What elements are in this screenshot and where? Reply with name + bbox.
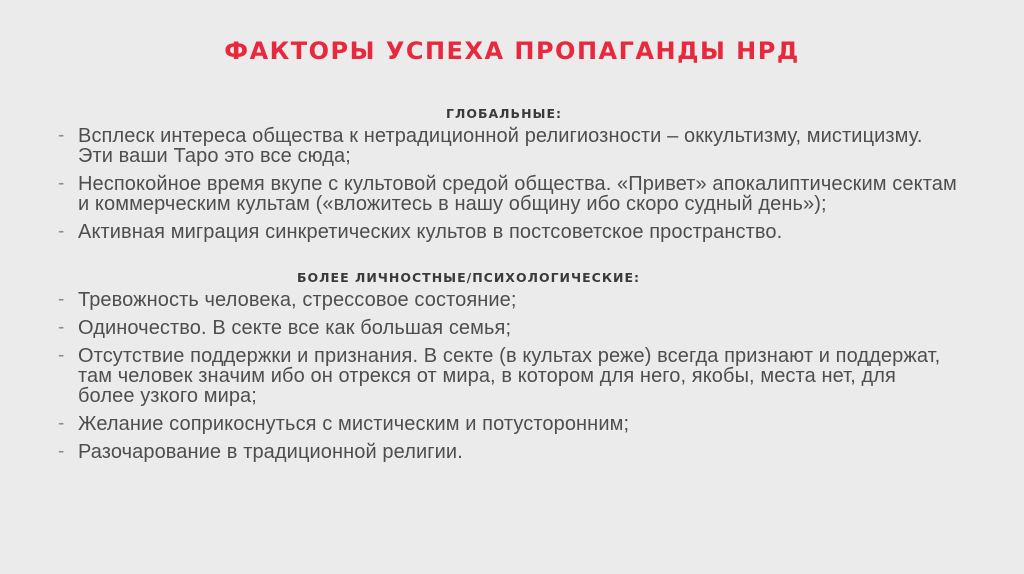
bullet-dash: - <box>58 173 65 194</box>
list-item-text: Активная миграция синкретических культов в постсоветское пространство. <box>78 221 783 243</box>
slide-content <box>58 104 958 470</box>
section-heading-personal: БОЛЕЕ ЛИЧНОСТНЫЕ/ПСИХОЛОГИЧЕСКИЕ: <box>297 270 641 285</box>
list-item <box>58 222 958 242</box>
bullet-dash: - <box>58 345 65 366</box>
bullet-dash: - <box>58 221 65 242</box>
section-heading-global: ГЛОБАЛЬНЫЕ: <box>446 106 563 121</box>
list-item-text: Желание соприкоснуться с мистическим и потусторонним; <box>78 413 630 435</box>
personal-factors-list <box>58 290 958 462</box>
list-item-text: Одиночество. В секте все как большая семья; <box>78 317 512 339</box>
list-item-text: Неспокойное время вкупе с культовой средой общества. «Привет» апокалиптическим сектам и коммерческим культам («вложитесь в нашу общину ибо скоро судный день»); <box>78 173 957 215</box>
list-item-text: Разочарование в традиционной религии. <box>78 441 463 463</box>
global-factors-list <box>58 126 958 242</box>
list-item <box>58 290 958 310</box>
list-item <box>58 174 958 214</box>
list-item-text: Тревожность человека, стрессовое состояние; <box>78 289 517 311</box>
list-item <box>58 414 958 434</box>
list-item-text: Отсутствие поддержки и признания. В секте (в культах реже) всегда признают и поддержат, там человек значим ибо он отрекся от мира, в котором для него, якобы, места нет, для более узкого мира; <box>78 345 941 407</box>
list-item <box>58 126 958 166</box>
list-item-text: Всплеск интереса общества к нетрадиционной религиозности – оккультизму, мистицизму. Эти ваши Таро это все сюда; <box>78 125 923 167</box>
slide-title: ФАКТОРЫ УСПЕХА ПРОПАГАНДЫ НРД <box>224 37 800 65</box>
list-item <box>58 442 958 462</box>
bullet-dash: - <box>58 413 65 434</box>
bullet-dash: - <box>58 289 65 310</box>
bullet-dash: - <box>58 125 65 146</box>
bullet-dash: - <box>58 441 65 462</box>
list-item <box>58 346 958 406</box>
bullet-dash: - <box>58 317 65 338</box>
list-item <box>58 318 958 338</box>
